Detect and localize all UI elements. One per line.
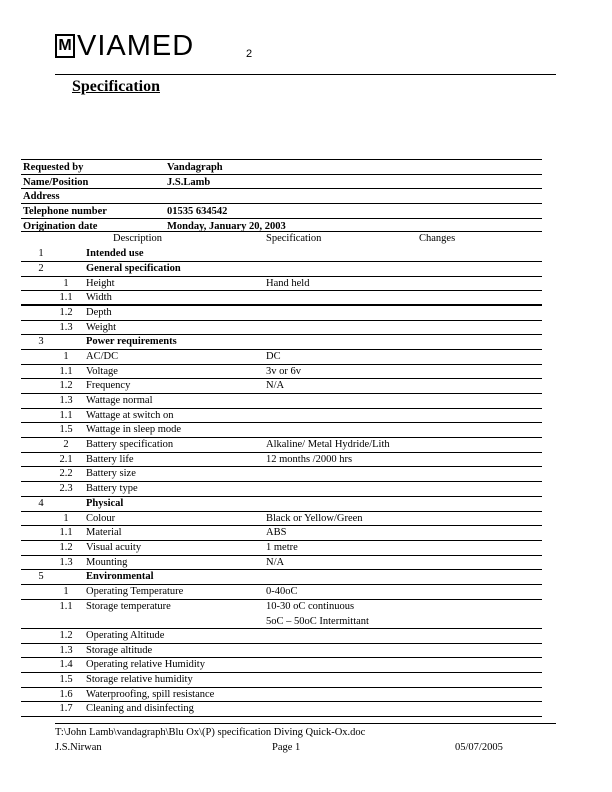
table-row xyxy=(21,262,542,277)
column-header-changes: Changes xyxy=(419,233,456,245)
table-row xyxy=(21,526,542,541)
header-field-label: Address xyxy=(23,191,60,203)
row-specification: Alkaline/ Metal Hydride/Lith xyxy=(266,439,390,451)
table-row xyxy=(21,570,542,585)
table-row xyxy=(21,482,542,497)
row-description: Power requirements xyxy=(86,336,177,348)
row-specification: 0-40oC xyxy=(266,585,298,597)
page-title: Specification xyxy=(72,78,160,95)
row-number: 1.4 xyxy=(59,659,73,671)
row-description: Frequency xyxy=(86,380,131,392)
table-row xyxy=(21,467,542,482)
table-row xyxy=(21,335,542,350)
table-row xyxy=(21,350,542,365)
row-description: Colour xyxy=(86,512,116,524)
row-description: Height xyxy=(86,277,115,289)
table-row xyxy=(21,541,542,556)
row-specification: 12 months /2000 hrs xyxy=(266,453,353,465)
row-specification: Black or Yellow/Green xyxy=(266,512,363,524)
row-description: Battery size xyxy=(86,468,136,480)
row-description: Voltage xyxy=(86,365,118,377)
table-row xyxy=(21,423,542,438)
table-row xyxy=(21,247,542,262)
column-header-description: Description xyxy=(113,233,162,245)
table-row xyxy=(21,658,542,673)
header-rule xyxy=(55,74,556,75)
row-description: Storage altitude xyxy=(86,644,153,656)
header-field-value: Monday, January 20, 2003 xyxy=(167,220,286,232)
table-row xyxy=(21,394,542,409)
column-headers xyxy=(21,232,542,247)
table-row xyxy=(21,277,542,292)
table-row xyxy=(21,688,542,703)
row-number: 1 xyxy=(63,585,69,597)
row-number: 1.3 xyxy=(59,321,73,333)
table-row xyxy=(21,556,542,571)
row-number: 2 xyxy=(38,262,44,274)
logo-mark: M xyxy=(55,34,75,58)
row-number: 1.3 xyxy=(59,556,73,568)
header-field-value: J.S.Lamb xyxy=(167,176,211,188)
header-field-row xyxy=(21,203,542,218)
header-field-row xyxy=(21,174,542,189)
row-number: 1.1 xyxy=(59,600,73,612)
footer-file-path: T:\John Lamb\vandagraph\Blu Ox\(P) specification Diving Quick-Ox.doc xyxy=(55,727,366,738)
row-number: 1.5 xyxy=(59,424,73,436)
table-row xyxy=(21,409,542,424)
header-field-row xyxy=(21,188,542,203)
row-number: 1 xyxy=(63,350,69,362)
row-number: 1 xyxy=(63,512,69,524)
row-description: Battery specification xyxy=(86,439,174,451)
table-row xyxy=(21,497,542,512)
footer-date: 05/07/2005 xyxy=(455,742,503,753)
row-description: Battery type xyxy=(86,483,138,495)
row-description: General specification xyxy=(86,262,181,274)
header-field-label: Name/Position xyxy=(23,176,89,188)
header-fields xyxy=(21,159,542,232)
header-field-label: Origination date xyxy=(23,220,98,232)
table-row xyxy=(21,453,542,468)
row-number: 4 xyxy=(38,497,44,509)
row-specification: 3v or 6v xyxy=(266,365,301,377)
table-row xyxy=(21,600,542,629)
table-row xyxy=(21,585,542,600)
footer-rule xyxy=(55,723,556,724)
row-number: 1.2 xyxy=(59,380,73,392)
row-specification: ABS xyxy=(266,527,287,539)
row-description: AC/DC xyxy=(86,350,119,362)
row-number: 1.1 xyxy=(59,527,73,539)
row-description: Material xyxy=(86,527,122,539)
row-description: Depth xyxy=(86,306,112,318)
table-row xyxy=(21,629,542,644)
row-description: Storage relative humidity xyxy=(86,674,193,686)
row-description: Weight xyxy=(86,321,117,333)
logo-subscript: 2 xyxy=(246,48,253,60)
row-number: 1.3 xyxy=(59,644,73,656)
row-specification: N/A xyxy=(266,556,285,568)
row-specification: DC xyxy=(266,350,281,362)
row-number: 1.5 xyxy=(59,674,73,686)
header-field-row xyxy=(21,218,542,233)
row-description: Battery life xyxy=(86,453,134,465)
row-number: 1.3 xyxy=(59,395,73,406)
row-specification-line2: 5oC – 50oC Intermittant xyxy=(266,615,369,627)
row-description: Operating relative Humidity xyxy=(86,659,205,671)
row-number: 1 xyxy=(38,248,44,260)
row-number: 1.1 xyxy=(59,365,73,377)
row-number: 2 xyxy=(63,439,69,451)
table-row xyxy=(21,702,542,717)
footer-page-number: Page 1 xyxy=(272,742,301,753)
column-header-specification: Specification xyxy=(266,233,322,245)
table-row xyxy=(21,438,542,453)
row-description: Mounting xyxy=(86,556,128,568)
row-number: 2.3 xyxy=(59,483,73,495)
header-field-value: Vandagraph xyxy=(167,162,223,173)
row-specification: Hand held xyxy=(266,277,310,289)
logo-text: VIAMED xyxy=(77,30,195,62)
row-description: Operating Altitude xyxy=(86,630,165,642)
specification-table xyxy=(21,159,542,717)
row-description: Waterproofing, spill resistance xyxy=(86,688,215,700)
row-number: 1.2 xyxy=(59,541,73,553)
row-description: Physical xyxy=(86,497,124,509)
row-description: Cleaning and disinfecting xyxy=(86,703,194,715)
row-number: 3 xyxy=(38,336,44,348)
row-number: 1 xyxy=(63,277,69,289)
row-number: 1.2 xyxy=(59,630,73,642)
header-field-label: Requested by xyxy=(23,162,84,173)
row-description: Wattage at switch on xyxy=(86,409,174,421)
table-row xyxy=(21,512,542,527)
table-row xyxy=(21,321,542,336)
header-field-row xyxy=(21,159,542,174)
row-number: 2.1 xyxy=(59,453,73,465)
row-description: Storage temperature xyxy=(86,600,171,612)
row-description: Wattage in sleep mode xyxy=(86,424,182,436)
row-description: Wattage normal xyxy=(86,395,153,406)
table-row xyxy=(21,644,542,659)
row-specification: 1 metre xyxy=(266,541,298,553)
row-specification: N/A xyxy=(266,380,285,392)
row-number: 1.1 xyxy=(59,292,73,304)
row-number: 1.1 xyxy=(59,409,73,421)
row-description: Environmental xyxy=(86,571,154,583)
row-description: Width xyxy=(86,292,112,304)
row-number: 1.2 xyxy=(59,306,73,318)
row-description: Operating Temperature xyxy=(86,585,184,597)
row-description: Visual acuity xyxy=(86,541,142,553)
table-row xyxy=(21,379,542,394)
table-row xyxy=(21,306,542,321)
table-row xyxy=(21,673,542,688)
row-number: 1.6 xyxy=(59,688,73,700)
spec-rows xyxy=(21,247,542,717)
header-field-label: Telephone number xyxy=(23,206,107,218)
header-field-value: 01535 634542 xyxy=(167,206,228,218)
table-row xyxy=(21,365,542,380)
footer-author: J.S.Nirwan xyxy=(55,742,102,753)
table-row xyxy=(21,291,542,306)
row-description: Intended use xyxy=(86,248,144,260)
row-number: 2.2 xyxy=(59,468,73,480)
row-number: 1.7 xyxy=(59,703,73,715)
row-specification: 10-30 oC continuous xyxy=(266,600,355,612)
row-number: 5 xyxy=(38,571,44,583)
